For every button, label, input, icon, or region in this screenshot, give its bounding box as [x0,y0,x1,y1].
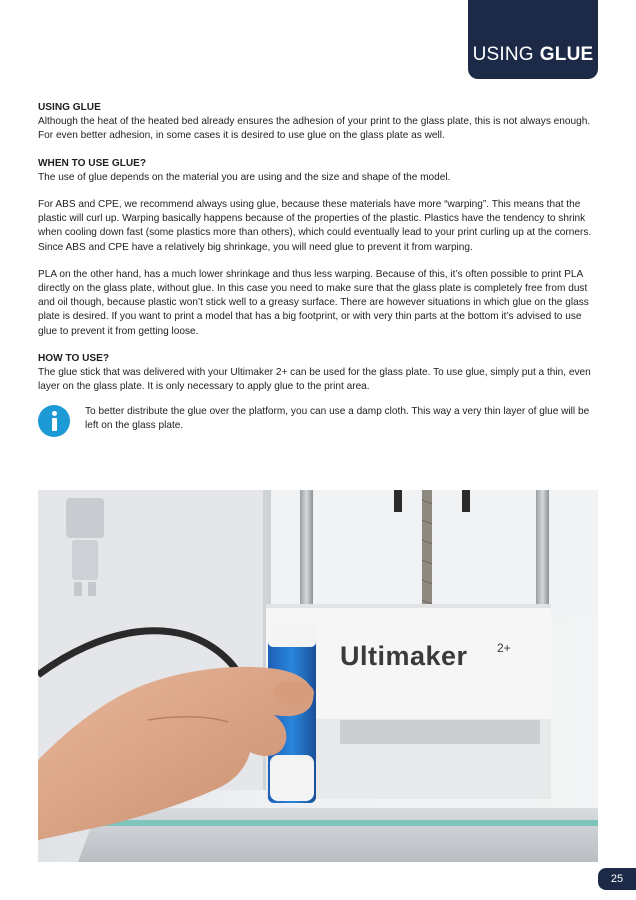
page-number: 25 [598,868,636,890]
main-content [38,101,600,407]
section-title-tab [468,0,598,79]
heading-when-to-use: WHEN TO USE GLUE? [38,157,147,169]
heading-using-glue: USING GLUE [38,102,101,113]
paragraph-when-2: For ABS and CPE, we recommend always using glue, because these materials have more “warping”. This means that the plastic will curl up. Warping basically happens because of the properties of the plastic. Plastics have the tendency to shrink when cooling down fast (some plastics more than others), which could eventually lead to your print curling up at the corners. Since ABS and CPE have a relatively big shrinkage, you will need glue to prevent it from warping. [38,199,592,253]
heading-how-to-use: HOW TO USE? [38,352,110,364]
brand-logo-text: Ultimaker [340,641,468,671]
section-title-bold: GLUE [539,44,594,65]
paragraph-when-3: PLA on the other hand, has a much lower shrinkage and thus less warping. Because of this, it’s often possible to print PLA directly on the glass plate, without glue. In this case you need to make sure that the glass plate is completely free from dust and oil though, because plastic won’t stick well to a greasy surface. There are however situations in which glue on the glass plate is desired. If you want to print a model that has a big footprint, or with very thin parts at the bottom it’s advised to use glue to prevent it from getting loose. [38,268,589,337]
info-icon [38,405,70,437]
glue-application-photo [38,490,598,862]
section-title-light: USING [472,44,534,65]
tip-text: To better distribute the glue over the platform, you can use a damp cloth. This way a very thin layer of glue will be left on the glass plate. [85,406,590,432]
photo-illustration [38,490,598,862]
paragraph-when-1: The use of glue depends on the material you are using and the size and shape of the model. [38,171,451,183]
tip-box [38,405,600,437]
paragraph-how-to-use: The glue stick that was delivered with your Ultimaker 2+ can be used for the glass plate. To use glue, simply put a thin, even layer on the glass plate. It is only necessary to apply glue to the print area. [38,367,591,393]
paragraph-using-glue: Although the heat of the heated bed already ensures the adhesion of your print to the glass plate, this is not always enough. For even better adhesion, in some cases it is desired to use glue on the glass plate as well. [38,116,591,142]
model-mark-text: 2+ [497,641,511,655]
